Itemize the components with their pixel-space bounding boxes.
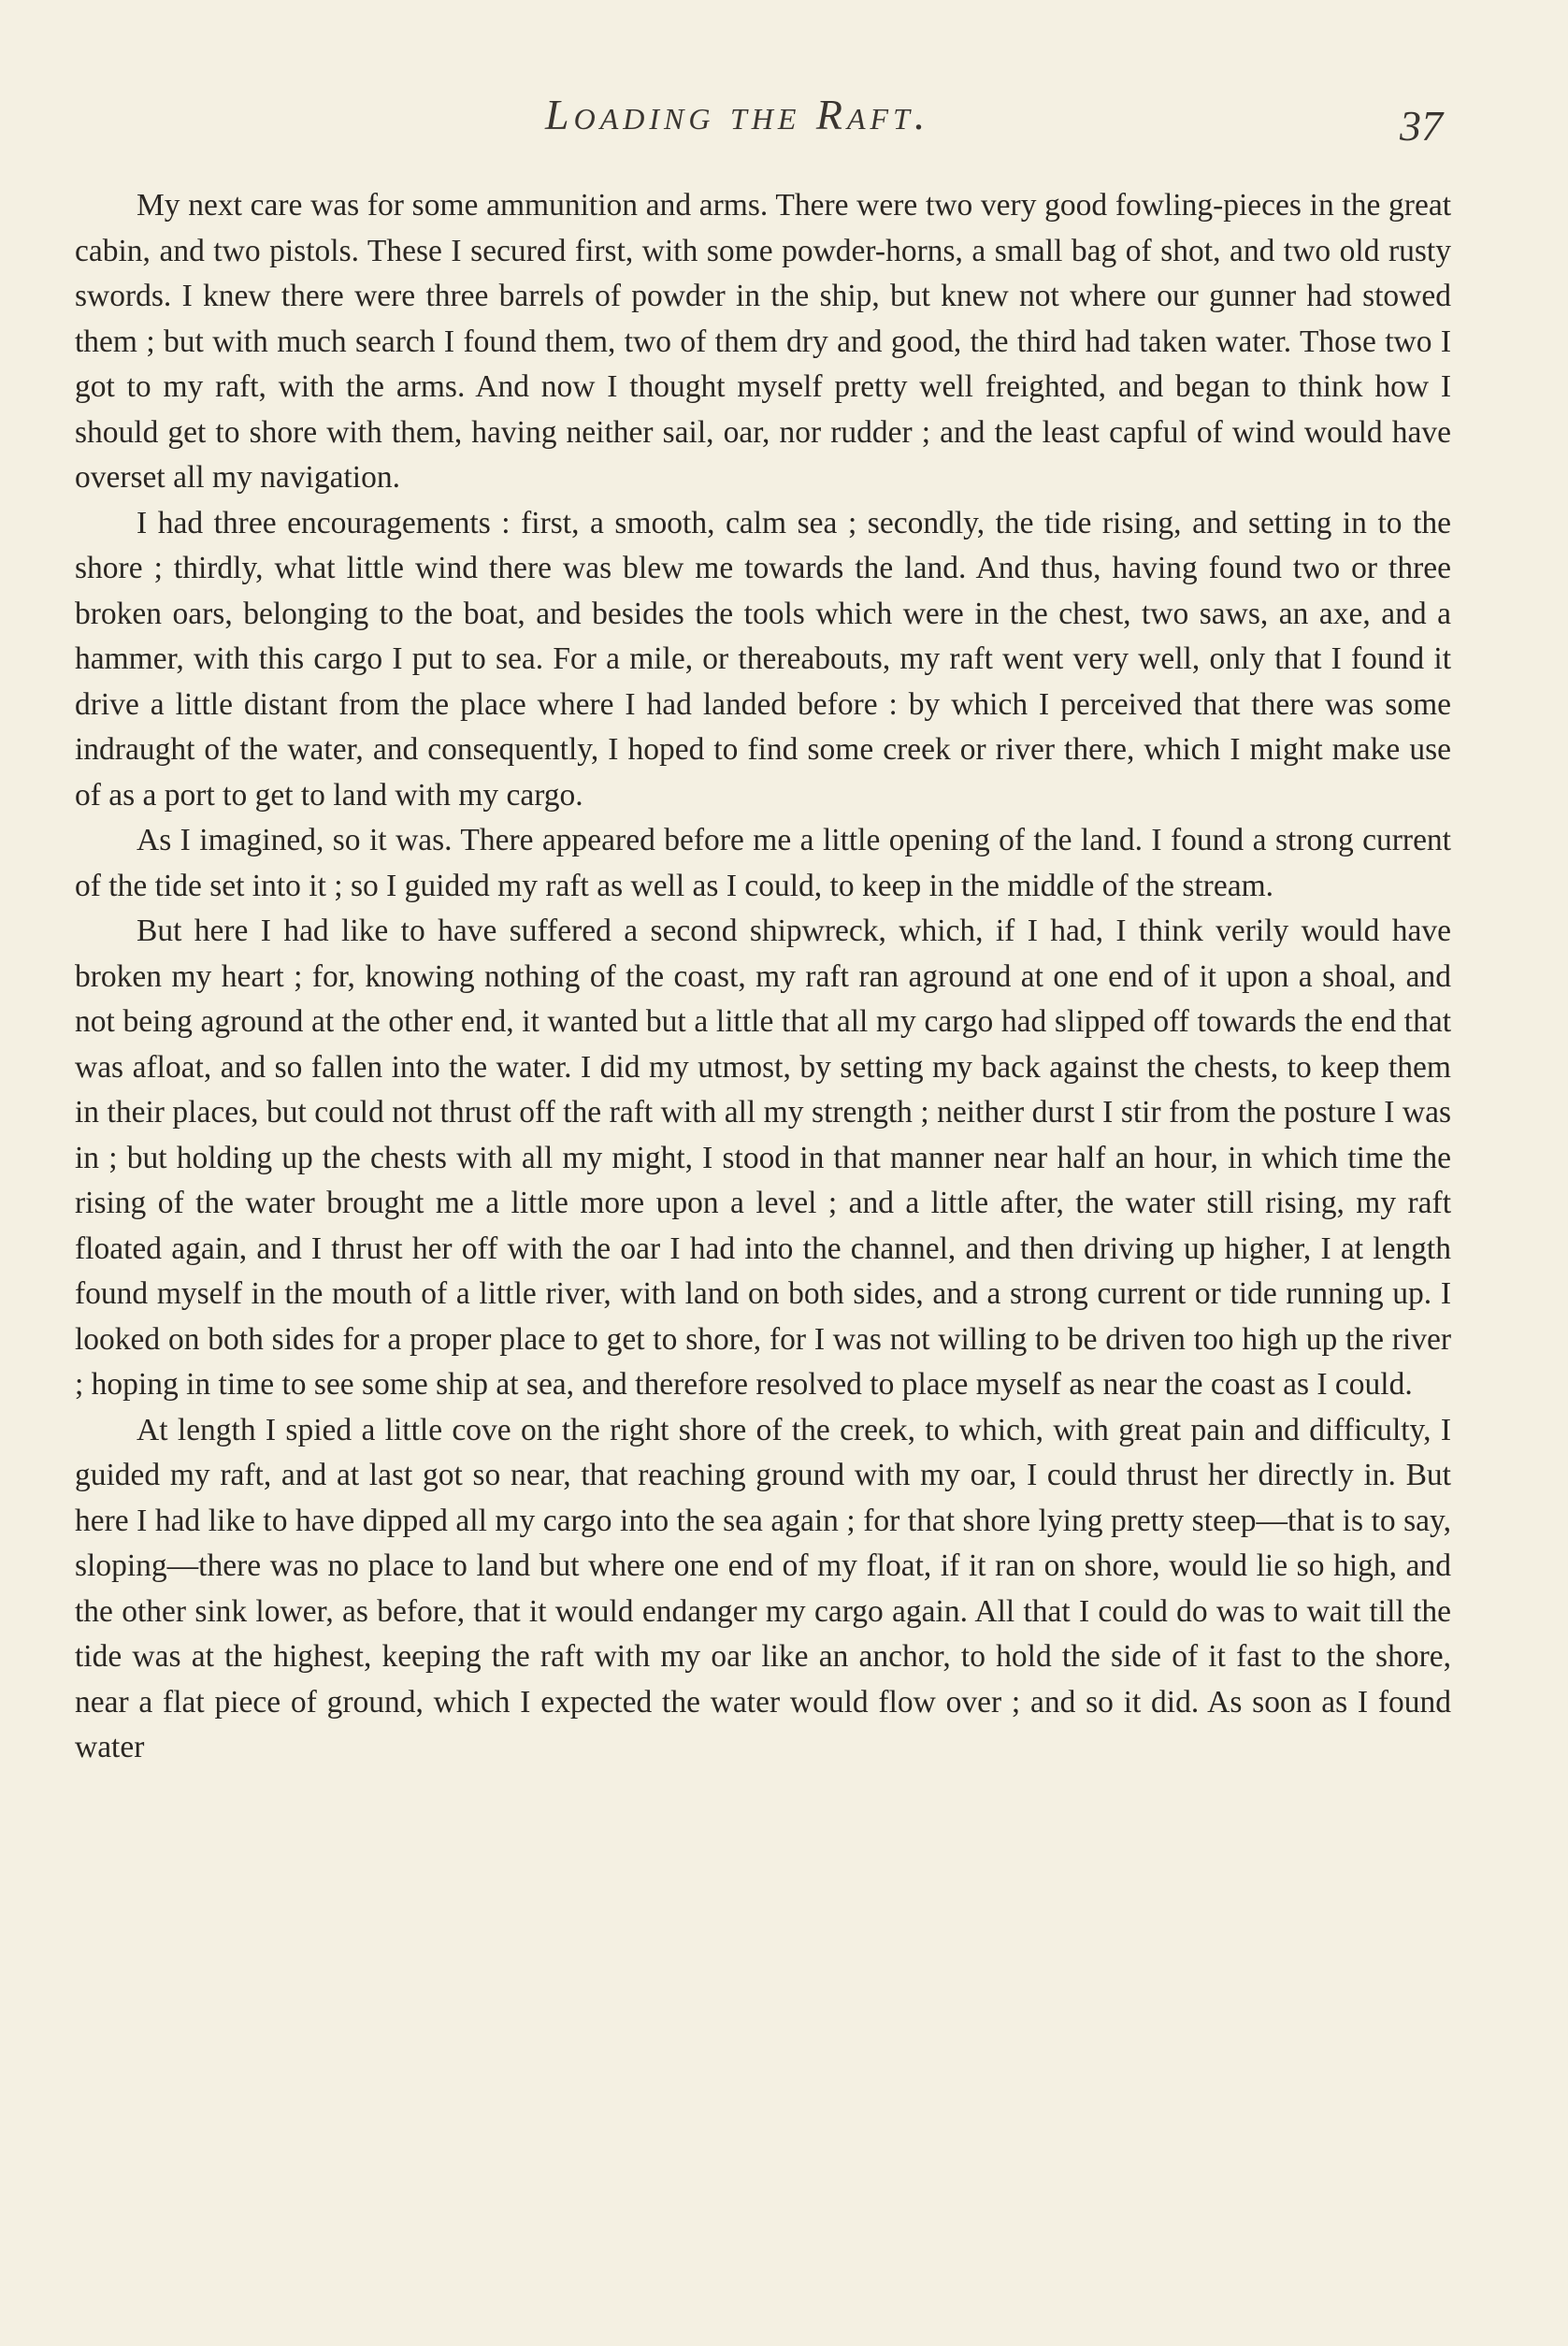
paragraph: My next care was for some ammunition and arms. There were two very good fowling-pieces in the great cabin, and two pistols. These I secured first, with some powder-horns, a small bag of shot, and two old rusty swords. I knew there were three barrels of powder in the ship, but knew not where our gunner had stowed them ; but with much search I found them, two of them dry and good, the third had taken water. Those two I got to my raft, with the arms. And now I thought myself pretty well freighted, and began to think how I should get to shore with them, having neither sail, oar, nor rudder ; and the least capful of wind would have overset all my navigation. <box>75 188 1451 495</box>
running-head <box>0 90 1568 155</box>
paragraph: I had three encouragements : first, a smooth, calm sea ; secondly, the tide rising, and setting in to the shore ; thirdly, what little wind there was blew me towards the land. And thus, having found two or three broken oars, belonging to the boat, and besides the tools which were in the chest, two saws, an axe, and a hammer, with this cargo I put to sea. For a mile, or thereabouts, my raft went very well, only that I found it drive a little distant from the place where I had landed before : by which I perceived that there was some indraught of the water, and consequently, I hoped to find some creek or river there, which I might make use of as a port to get to land with my cargo. <box>75 505 1451 813</box>
body-text <box>75 183 1451 1771</box>
running-title: Loading the Raft. <box>545 91 930 138</box>
paragraph: As I imagined, so it was. There appeared before me a little opening of the land. I found a strong current of the tide set into it ; so I guided my raft as well as I could, to keep in the middle of the stream. <box>75 823 1451 903</box>
page-number: 37 <box>1400 102 1443 150</box>
paragraph: At length I spied a little cove on the right shore of the creek, to which, with great pain and difficulty, I guided my raft, and at last got so near, that reaching ground with my oar, I could thrust her directly in. But here I had like to have dipped all my cargo into the sea again ; for that shore lying pretty steep—that is to say, sloping—there was no place to land but where one end of my float, if it ran on shore, would lie so high, and the other sink lower, as before, that it would endanger my cargo again. All that I could do was to wait till the tide was at the highest, keeping the raft with my oar like an anchor, to hold the side of it fast to the shore, near a flat piece of ground, which I expected the water would flow over ; and so it did. As soon as I found water <box>75 1412 1451 1764</box>
paragraph: But here I had like to have suffered a second shipwreck, which, if I had, I think verily would have broken my heart ; for, knowing nothing of the coast, my raft ran aground at one end of it upon a shoal, and not being aground at the other end, it wanted but a little that all my cargo had slipped off towards the end that was afloat, and so fallen into the water. I did my utmost, by setting my back against the chests, to keep them in their places, but could not thrust off the raft with all my strength ; neither durst I stir from the posture I was in ; but holding up the chests with all my might, I stood in that manner near half an hour, in which time the rising of the water brought me a little more upon a level ; and a little after, the water still rising, my raft floated again, and I thrust her off with the oar I had into the channel, and then driving up higher, I at length found myself in the mouth of a little river, with land on both sides, and a strong current or tide running up. I looked on both sides for a proper place to get to shore, for I was not willing to be driven too high up the river ; hoping in time to see some ship at sea, and therefore resolved to place myself as near the coast as I could. <box>75 914 1451 1402</box>
